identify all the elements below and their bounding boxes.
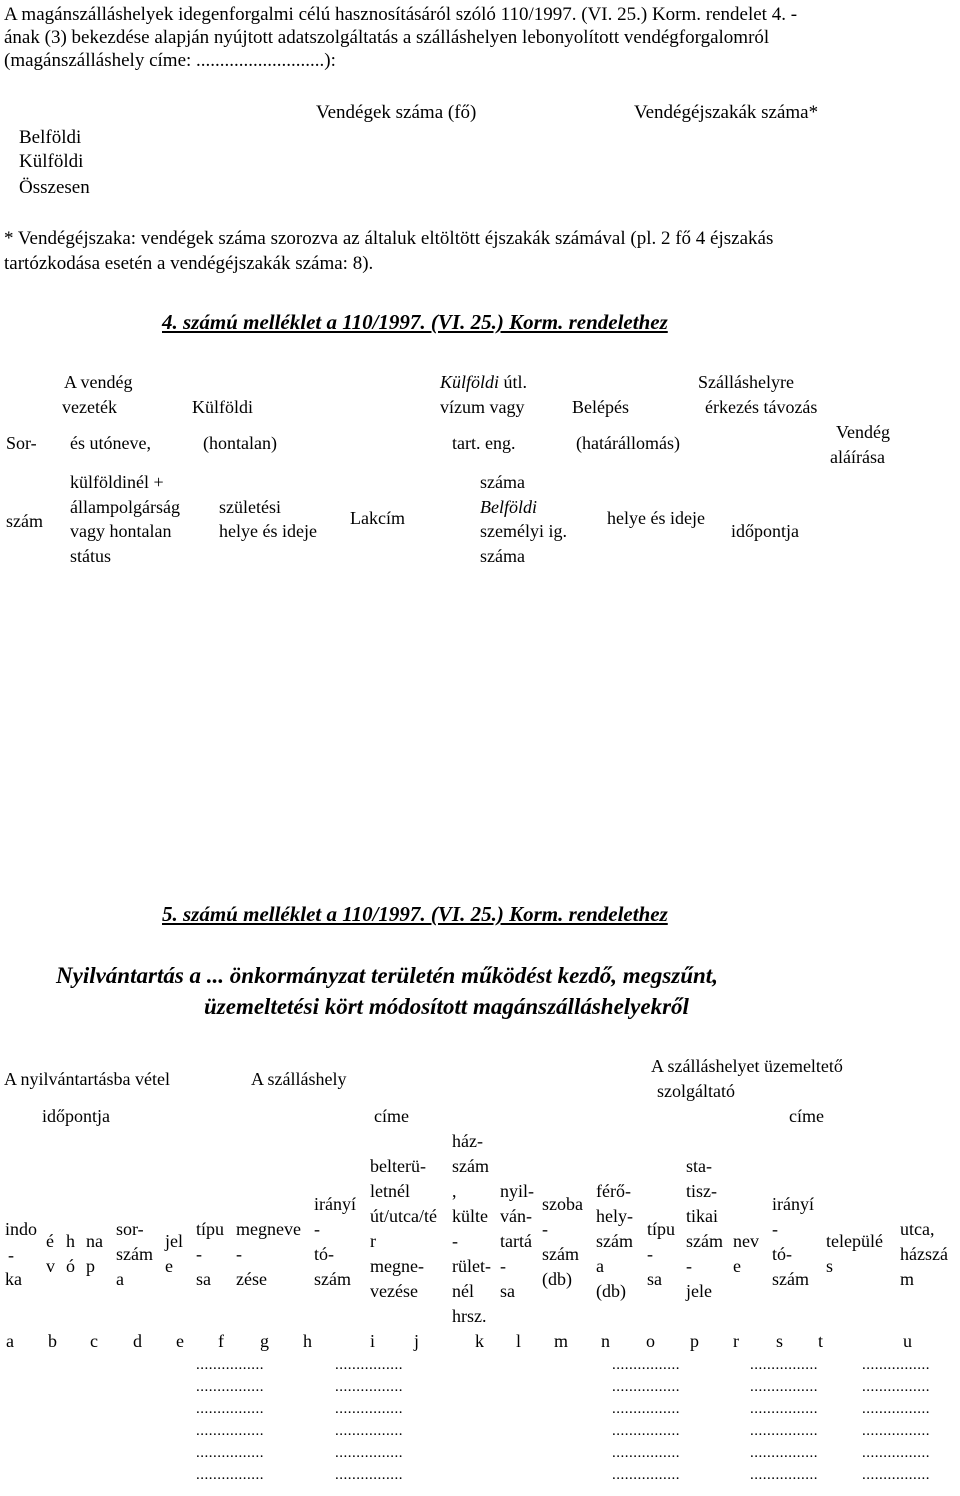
h-utl-3: tart. eng. bbox=[452, 433, 516, 453]
dots-col-3-row-4: ................ bbox=[612, 1423, 680, 1439]
dots-col-5-row-4: ................ bbox=[862, 1423, 930, 1439]
col-f-1: e bbox=[165, 1256, 173, 1276]
dots-col-2-row-2: ................ bbox=[335, 1379, 403, 1395]
col-e-0: sor- bbox=[116, 1219, 144, 1239]
col-i-1: - bbox=[314, 1219, 320, 1239]
h-utl-5: Belföldi bbox=[480, 497, 537, 517]
h-kulf-4: helye és ideje bbox=[219, 521, 317, 541]
h-cime-2: címe bbox=[789, 1106, 824, 1126]
dots-col-1-row-2: ................ bbox=[196, 1379, 264, 1395]
dots-col-4-row-2: ................ bbox=[750, 1379, 818, 1395]
dots-col-2-row-4: ................ bbox=[335, 1423, 403, 1439]
col-b-1: é bbox=[46, 1231, 54, 1251]
letter-d: d bbox=[133, 1331, 142, 1351]
col-k-6: nél bbox=[452, 1281, 474, 1301]
annex5-title: 5. számú melléklet a 110/1997. (VI. 25.) Korm. rendelethez bbox=[162, 902, 668, 926]
col-j-1: letnél bbox=[370, 1181, 410, 1201]
footnote-line-1: * Vendégéjszaka: vendégek száma szorozva az általuk eltöltött éjszakák számával (pl. 2 fő 4 éjszakás bbox=[4, 228, 774, 249]
h-uzem-2: szolgáltató bbox=[657, 1081, 735, 1101]
col-u-1: házszá bbox=[900, 1244, 948, 1264]
col-e-2: a bbox=[116, 1269, 124, 1289]
h-belepes-2: (határállomás) bbox=[576, 433, 680, 453]
dots-col-3-row-3: ................ bbox=[612, 1401, 680, 1417]
letter-h: h bbox=[303, 1331, 312, 1351]
h-utl-7: száma bbox=[480, 546, 525, 566]
letter-j: j bbox=[414, 1331, 420, 1351]
dots-col-1-row-1: ................ bbox=[196, 1357, 264, 1373]
dots-col-3-row-2: ................ bbox=[612, 1379, 680, 1395]
dots-col-5-row-2: ................ bbox=[862, 1379, 930, 1395]
col-p-5: jele bbox=[686, 1281, 712, 1301]
h-belepes-3: helye és ideje bbox=[607, 508, 705, 528]
h-vendeg-6: vagy hontalan bbox=[70, 521, 172, 541]
col-g-0: típu bbox=[196, 1219, 225, 1239]
col-m-1: - bbox=[542, 1219, 548, 1239]
annex5-heading-2: üzemeltetési kört módosított magánszálláshelyekről bbox=[204, 994, 689, 1019]
dots-col-2-row-5: ................ bbox=[335, 1445, 403, 1461]
col-l-4: sa bbox=[500, 1281, 515, 1301]
col-u-2: m bbox=[900, 1269, 915, 1289]
row-domestic: Belföldi bbox=[19, 127, 82, 148]
letter-m: m bbox=[554, 1331, 569, 1351]
col-nights: Vendégéjszakák száma* bbox=[634, 102, 819, 123]
dots-col-4-row-6: ................ bbox=[750, 1467, 818, 1483]
col-n-4: (db) bbox=[596, 1281, 626, 1301]
row-total: Összesen bbox=[19, 177, 90, 198]
h-vendeg-5: állampolgárság bbox=[70, 497, 180, 517]
h-vendeg-2: vezeték bbox=[62, 397, 117, 417]
letter-a: a bbox=[6, 1331, 14, 1351]
col-j-2: út/utca/té bbox=[370, 1206, 437, 1226]
col-n-2: szám bbox=[596, 1231, 633, 1251]
col-i-3: szám bbox=[314, 1269, 351, 1289]
letter-n: n bbox=[601, 1331, 610, 1351]
h-vendeg-1: A vendég bbox=[64, 372, 133, 392]
col-s-2: tó- bbox=[772, 1244, 792, 1264]
col-t-0: települé bbox=[826, 1231, 883, 1251]
intro-line-2: ának (3) bekezdése alapján nyújtott adatszolgáltatás a szálláshelyen lebonyolított vendégforgalomról bbox=[4, 27, 770, 48]
dots-col-5-row-3: ................ bbox=[862, 1401, 930, 1417]
col-u-0: utca, bbox=[900, 1219, 935, 1239]
col-t-1: s bbox=[826, 1256, 834, 1276]
letter-r: r bbox=[733, 1331, 739, 1351]
h-uzem-1: A szálláshelyet üzemeltető bbox=[651, 1056, 843, 1076]
dots-col-1-row-4: ................ bbox=[196, 1423, 264, 1439]
col-m-2: szám bbox=[542, 1244, 579, 1264]
dots-col-5-row-5: ................ bbox=[862, 1445, 930, 1461]
col-l-1: ván- bbox=[500, 1206, 532, 1226]
h-cime-1: címe bbox=[374, 1106, 409, 1126]
col-f-0: jel bbox=[165, 1231, 183, 1251]
h-sor: Sor- bbox=[6, 433, 37, 453]
col-h-2: zése bbox=[236, 1269, 267, 1289]
dots-col-4-row-4: ................ bbox=[750, 1423, 818, 1439]
h-utl-1: Külföldi útl. bbox=[440, 372, 528, 392]
col-i-2: tó- bbox=[314, 1244, 334, 1264]
dots-col-1-row-3: ................ bbox=[196, 1401, 264, 1417]
h-szh-2: érkezés távozás bbox=[705, 397, 818, 417]
h-szh-1: Szálláshelyre bbox=[698, 372, 794, 392]
h-belepes-1: Belépés bbox=[572, 397, 629, 417]
col-p-0: sta- bbox=[686, 1156, 712, 1176]
col-k-4: - bbox=[452, 1231, 458, 1251]
intro-line-3: (magánszálláshely címe: ...........................): bbox=[4, 50, 336, 71]
h-szam: szám bbox=[6, 511, 43, 531]
col-guests: Vendégek száma (fő) bbox=[316, 102, 477, 123]
col-s-0: irányí bbox=[772, 1194, 814, 1214]
letter-t: t bbox=[818, 1331, 824, 1351]
row-foreign: Külföldi bbox=[19, 151, 84, 172]
col-a-0: indo bbox=[5, 1219, 38, 1239]
dots-col-1-row-6: ................ bbox=[196, 1467, 264, 1483]
col-s-1: - bbox=[772, 1219, 778, 1239]
dots-col-5-row-1: ................ bbox=[862, 1357, 930, 1373]
footnote-line-2: tartózkodása esetén a vendégéjszakák száma: 8). bbox=[4, 253, 374, 274]
letter-s: s bbox=[776, 1331, 784, 1351]
col-o-2: sa bbox=[647, 1269, 662, 1289]
dots-col-1-row-5: ................ bbox=[196, 1445, 264, 1461]
letter-l: l bbox=[516, 1331, 522, 1351]
h-vendeg-7: státus bbox=[70, 546, 112, 566]
col-b-2: v bbox=[46, 1256, 55, 1276]
col-k-1: szám bbox=[452, 1156, 489, 1176]
letter-p: p bbox=[690, 1331, 699, 1351]
letter-o: o bbox=[646, 1331, 655, 1351]
dots-col-3-row-5: ................ bbox=[612, 1445, 680, 1461]
h-alair-1: Vendég bbox=[836, 422, 890, 442]
col-n-0: férő- bbox=[596, 1181, 631, 1201]
col-p-3: szám bbox=[686, 1231, 723, 1251]
col-k-0: ház- bbox=[452, 1131, 483, 1151]
h-szh-3: időpontja bbox=[731, 521, 799, 541]
h-szallashely: A szálláshely bbox=[251, 1069, 347, 1089]
col-l-2: tartá bbox=[500, 1231, 532, 1251]
letter-k: k bbox=[475, 1331, 484, 1351]
dots-col-4-row-1: ................ bbox=[750, 1357, 818, 1373]
col-e-1: szám bbox=[116, 1244, 153, 1264]
col-o-1: - bbox=[647, 1244, 653, 1264]
annex4-title: 4. számú melléklet a 110/1997. (VI. 25.) Korm. rendelethez bbox=[162, 310, 668, 334]
dots-col-5-row-6: ................ bbox=[862, 1467, 930, 1483]
col-a-1: - bbox=[8, 1245, 14, 1265]
col-r-0: nev bbox=[733, 1231, 759, 1251]
col-c-0: h bbox=[66, 1231, 75, 1251]
dots-col-4-row-3: ................ bbox=[750, 1401, 818, 1417]
col-h-1: - bbox=[236, 1244, 242, 1264]
col-l-3: - bbox=[500, 1256, 506, 1276]
h-kulf-2: (hontalan) bbox=[203, 433, 277, 453]
letter-b: b bbox=[48, 1331, 57, 1351]
letter-e: e bbox=[176, 1331, 184, 1351]
h-alair-2: aláírása bbox=[830, 447, 885, 467]
col-j-3: r bbox=[370, 1231, 376, 1251]
dots-col-2-row-3: ................ bbox=[335, 1401, 403, 1417]
col-k-2: , bbox=[452, 1181, 457, 1201]
h-idopontja: időpontja bbox=[42, 1106, 110, 1126]
col-m-3: (db) bbox=[542, 1269, 572, 1289]
letter-i: i bbox=[370, 1331, 376, 1351]
col-o-0: típu bbox=[647, 1219, 676, 1239]
col-k-5: rület- bbox=[452, 1256, 491, 1276]
h-kulf-3: születési bbox=[219, 497, 281, 517]
col-r-1: e bbox=[733, 1256, 741, 1276]
col-n-3: a bbox=[596, 1256, 604, 1276]
intro-line-1: A magánszálláshelyek idegenforgalmi célú hasznosításáról szóló 110/1997. (VI. 25.) Korm. rendelet 4. - bbox=[4, 4, 798, 25]
col-d-1: p bbox=[86, 1256, 95, 1276]
col-g-1: - bbox=[196, 1244, 202, 1264]
dots-col-2-row-6: ................ bbox=[335, 1467, 403, 1483]
col-h-0: megneve bbox=[236, 1219, 301, 1239]
col-p-2: tikai bbox=[686, 1206, 718, 1226]
col-p-4: - bbox=[686, 1256, 692, 1276]
annex5-heading-1: Nyilvántartás a ... önkormányzat területén működést kezdő, megszűnt, bbox=[56, 963, 718, 988]
col-g-2: sa bbox=[196, 1269, 211, 1289]
letter-c: c bbox=[90, 1331, 98, 1351]
dots-col-4-row-5: ................ bbox=[750, 1445, 818, 1461]
col-j-0: belterü- bbox=[370, 1156, 426, 1176]
col-l-0: nyil- bbox=[500, 1181, 534, 1201]
dots-col-2-row-1: ................ bbox=[335, 1357, 403, 1373]
h-vendeg-3: és utóneve, bbox=[70, 433, 151, 453]
col-s-3: szám bbox=[772, 1269, 809, 1289]
letter-u: u bbox=[903, 1331, 912, 1351]
col-j-4: megne- bbox=[370, 1256, 424, 1276]
h-utl-2: vízum vagy bbox=[440, 397, 525, 417]
col-k-3: külte bbox=[452, 1206, 488, 1226]
letter-g: g bbox=[260, 1331, 269, 1351]
col-m-0: szoba bbox=[542, 1194, 583, 1214]
h-kulf-1: Külföldi bbox=[192, 397, 253, 417]
h-nyilv: A nyilvántartásba vétel bbox=[4, 1069, 170, 1089]
h-utl-4: száma bbox=[480, 472, 525, 492]
col-n-1: hely- bbox=[596, 1206, 633, 1226]
col-c-1: ó bbox=[66, 1256, 75, 1276]
col-k-7: hrsz. bbox=[452, 1306, 487, 1326]
dots-col-3-row-6: ................ bbox=[612, 1467, 680, 1483]
col-d-0: na bbox=[86, 1231, 103, 1251]
col-i-0: irányí bbox=[314, 1194, 356, 1214]
col-a-2: ka bbox=[5, 1269, 22, 1289]
col-p-1: tisz- bbox=[686, 1181, 717, 1201]
dots-col-3-row-1: ................ bbox=[612, 1357, 680, 1373]
letter-f: f bbox=[218, 1331, 224, 1351]
h-lakcim: Lakcím bbox=[350, 508, 405, 528]
h-vendeg-4: külföldinél + bbox=[70, 472, 164, 492]
h-utl-6: személyi ig. bbox=[480, 521, 567, 541]
col-j-5: vezése bbox=[370, 1281, 418, 1301]
